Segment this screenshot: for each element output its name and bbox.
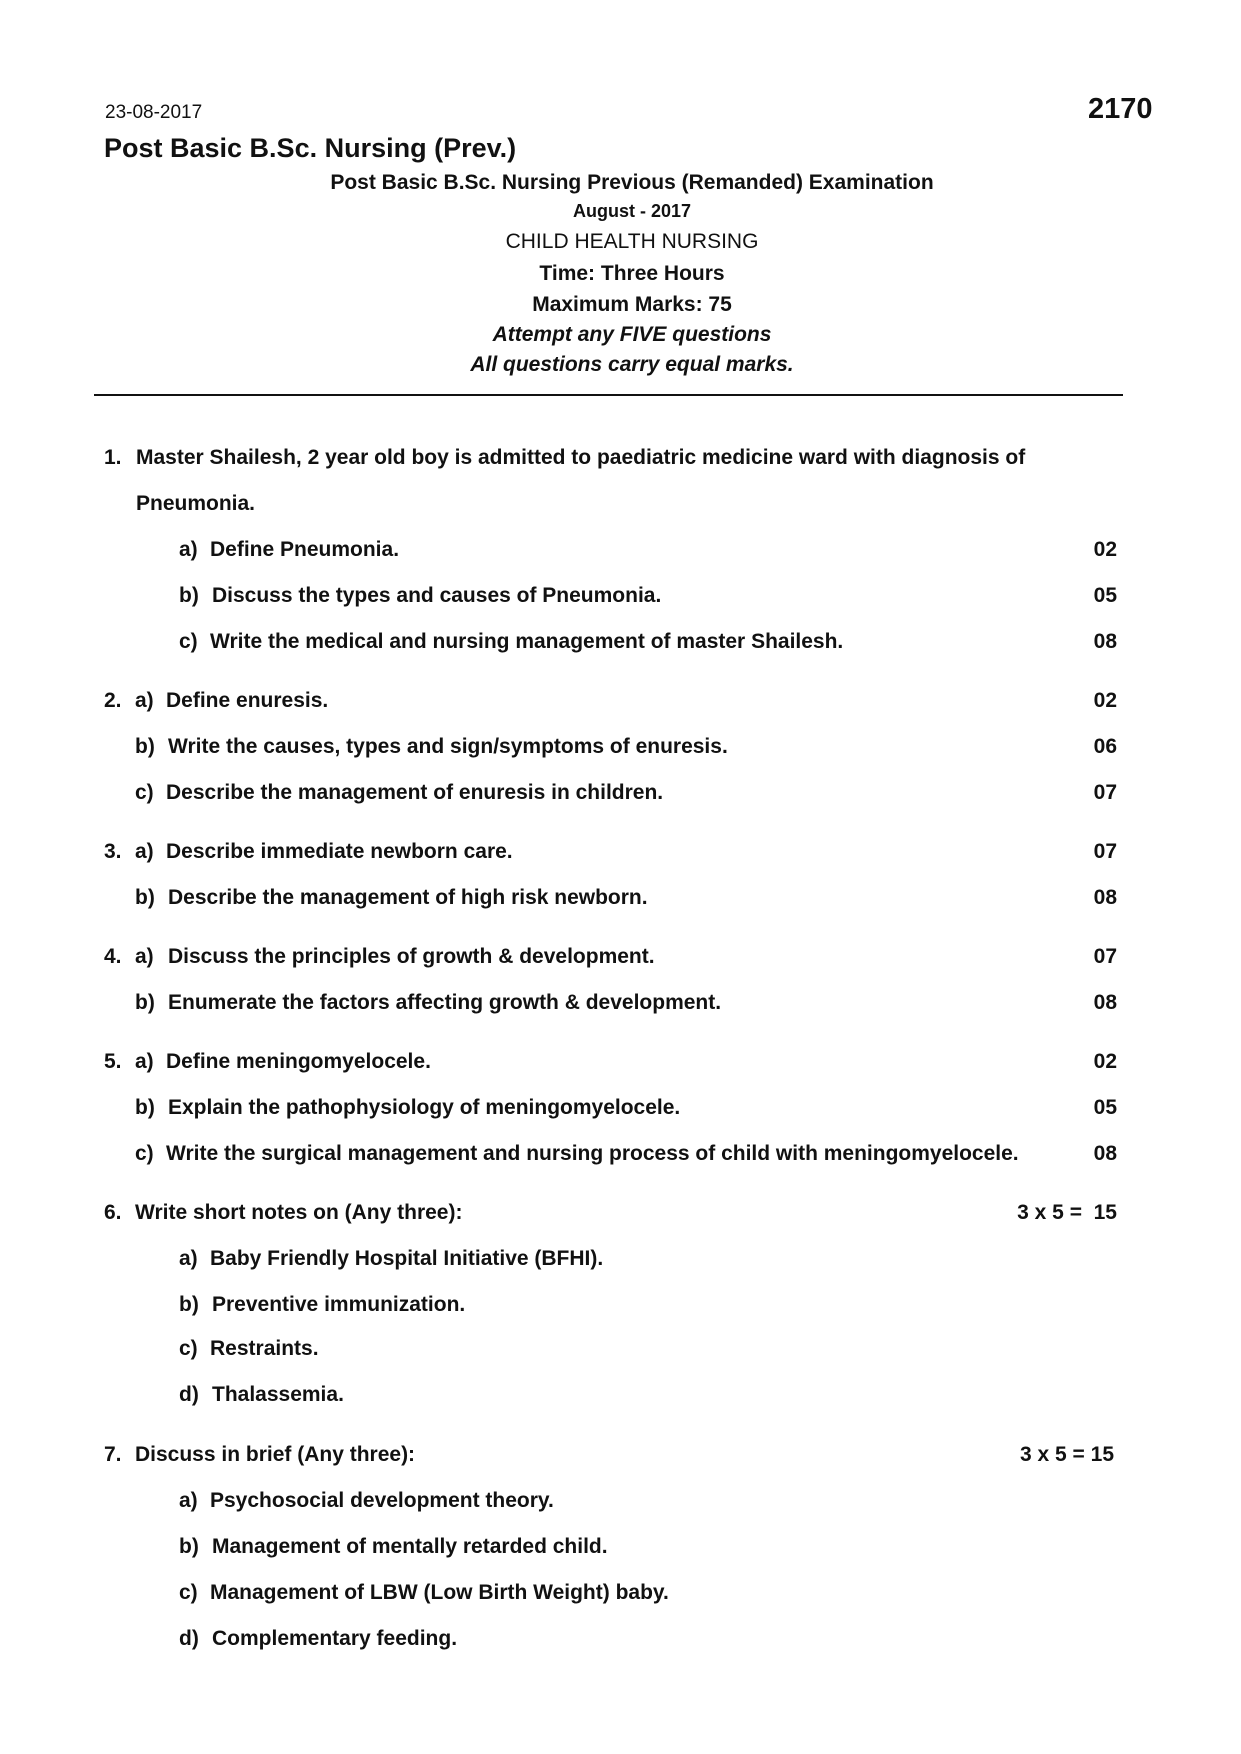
subpart-label: c) bbox=[135, 781, 154, 804]
subpart-marks: 07 bbox=[1093, 840, 1117, 863]
subpart-marks: 02 bbox=[1093, 1050, 1117, 1073]
exam-name: Post Basic B.Sc. Nursing Previous (Remanded) Examination bbox=[330, 171, 934, 194]
question-stem-continued: Pneumonia. bbox=[136, 492, 256, 515]
subpart-text: Define enuresis. bbox=[166, 689, 329, 712]
subpart-marks: 07 bbox=[1093, 945, 1117, 968]
subpart-label: b) bbox=[179, 584, 199, 607]
subpart-marks: 08 bbox=[1093, 1142, 1117, 1165]
subpart-marks: 08 bbox=[1093, 991, 1117, 1014]
subpart-label: a) bbox=[179, 1247, 198, 1270]
subpart-label: b) bbox=[135, 886, 155, 909]
question-stem: Write short notes on (Any three): bbox=[135, 1201, 463, 1224]
subpart-text: Discuss the types and causes of Pneumonia. bbox=[212, 584, 662, 607]
subpart-text: Discuss the principles of growth & development. bbox=[168, 945, 655, 968]
subpart-label: d) bbox=[179, 1627, 199, 1650]
subpart-marks: 05 bbox=[1093, 1096, 1117, 1119]
subpart-text: Enumerate the factors affecting growth & development. bbox=[168, 991, 722, 1014]
question-stem: Discuss in brief (Any three): bbox=[135, 1443, 416, 1466]
subpart-label: c) bbox=[135, 1142, 154, 1165]
course-title: Post Basic B.Sc. Nursing (Prev.) bbox=[104, 133, 517, 163]
subpart-marks: 02 bbox=[1093, 689, 1117, 712]
question-number: 1. bbox=[104, 446, 122, 469]
subpart-label: b) bbox=[135, 735, 155, 758]
time-allowed: Time: Three Hours bbox=[539, 262, 725, 285]
subpart-label: b) bbox=[135, 991, 155, 1014]
subpart-text: Describe the management of enuresis in children. bbox=[166, 781, 664, 804]
question-number: 5. bbox=[104, 1050, 122, 1073]
subpart-marks: 08 bbox=[1093, 886, 1117, 909]
maximum-marks: Maximum Marks: 75 bbox=[532, 293, 732, 316]
paper-code: 2170 bbox=[1088, 93, 1153, 125]
subpart-text: Preventive immunization. bbox=[212, 1293, 466, 1316]
subpart-label: a) bbox=[135, 840, 154, 863]
subpart-text: Define Pneumonia. bbox=[210, 538, 400, 561]
question-number: 3. bbox=[104, 840, 122, 863]
subpart-text: Describe immediate newborn care. bbox=[166, 840, 513, 863]
subpart-label: b) bbox=[135, 1096, 155, 1119]
subpart-text: Baby Friendly Hospital Initiative (BFHI). bbox=[210, 1247, 604, 1270]
subpart-text: Define meningomyelocele. bbox=[166, 1050, 431, 1073]
subpart-text: Write the surgical management and nursing process of child with meningomyelocele. bbox=[166, 1142, 1019, 1165]
subpart-text: Management of mentally retarded child. bbox=[212, 1535, 608, 1558]
subpart-text: Management of LBW (Low Birth Weight) baby. bbox=[210, 1581, 669, 1604]
question-number: 4. bbox=[104, 945, 122, 968]
subpart-marks: 07 bbox=[1093, 781, 1117, 804]
subpart-label: b) bbox=[179, 1293, 199, 1316]
subpart-marks: 05 bbox=[1093, 584, 1117, 607]
subpart-label: a) bbox=[135, 1050, 154, 1073]
subpart-text: Thalassemia. bbox=[212, 1383, 344, 1406]
subpart-label: c) bbox=[179, 630, 198, 653]
subpart-label: c) bbox=[179, 1581, 198, 1604]
exam-date: 23-08-2017 bbox=[105, 102, 203, 123]
exam-session: August - 2017 bbox=[572, 201, 692, 221]
header-divider bbox=[94, 394, 1123, 396]
subject-title: CHILD HEALTH NURSING bbox=[505, 230, 759, 253]
subpart-text: Psychosocial development theory. bbox=[210, 1489, 554, 1512]
question-number: 6. bbox=[104, 1201, 122, 1224]
subpart-marks: 06 bbox=[1093, 735, 1117, 758]
subpart-label: a) bbox=[135, 689, 154, 712]
subpart-text: Explain the pathophysiology of meningomyelocele. bbox=[168, 1096, 681, 1119]
question-stem: Master Shailesh, 2 year old boy is admitted to paediatric medicine ward with diagnosis of bbox=[136, 446, 1026, 469]
subpart-text: Complementary feeding. bbox=[212, 1627, 458, 1650]
subpart-label: c) bbox=[179, 1337, 198, 1360]
instruction-attempt: Attempt any FIVE questions bbox=[492, 323, 772, 346]
subpart-text: Describe the management of high risk newborn. bbox=[168, 886, 648, 909]
subpart-label: a) bbox=[135, 945, 154, 968]
subpart-label: b) bbox=[179, 1535, 199, 1558]
question-number: 7. bbox=[104, 1443, 122, 1466]
subpart-marks: 02 bbox=[1093, 538, 1117, 561]
subpart-label: a) bbox=[179, 1489, 198, 1512]
instruction-equal-marks: All questions carry equal marks. bbox=[470, 353, 794, 376]
subpart-text: Restraints. bbox=[210, 1337, 319, 1360]
subpart-marks: 08 bbox=[1093, 630, 1117, 653]
question-number: 2. bbox=[104, 689, 122, 712]
subpart-label: d) bbox=[179, 1383, 199, 1406]
subpart-text: Write the medical and nursing management of master Shailesh. bbox=[210, 630, 844, 653]
question-marks: 3 x 5 = 15 bbox=[1020, 1443, 1114, 1466]
question-marks: 3 x 5 = 15 bbox=[1017, 1201, 1117, 1224]
subpart-label: a) bbox=[179, 538, 198, 561]
subpart-text: Write the causes, types and sign/symptoms of enuresis. bbox=[168, 735, 728, 758]
